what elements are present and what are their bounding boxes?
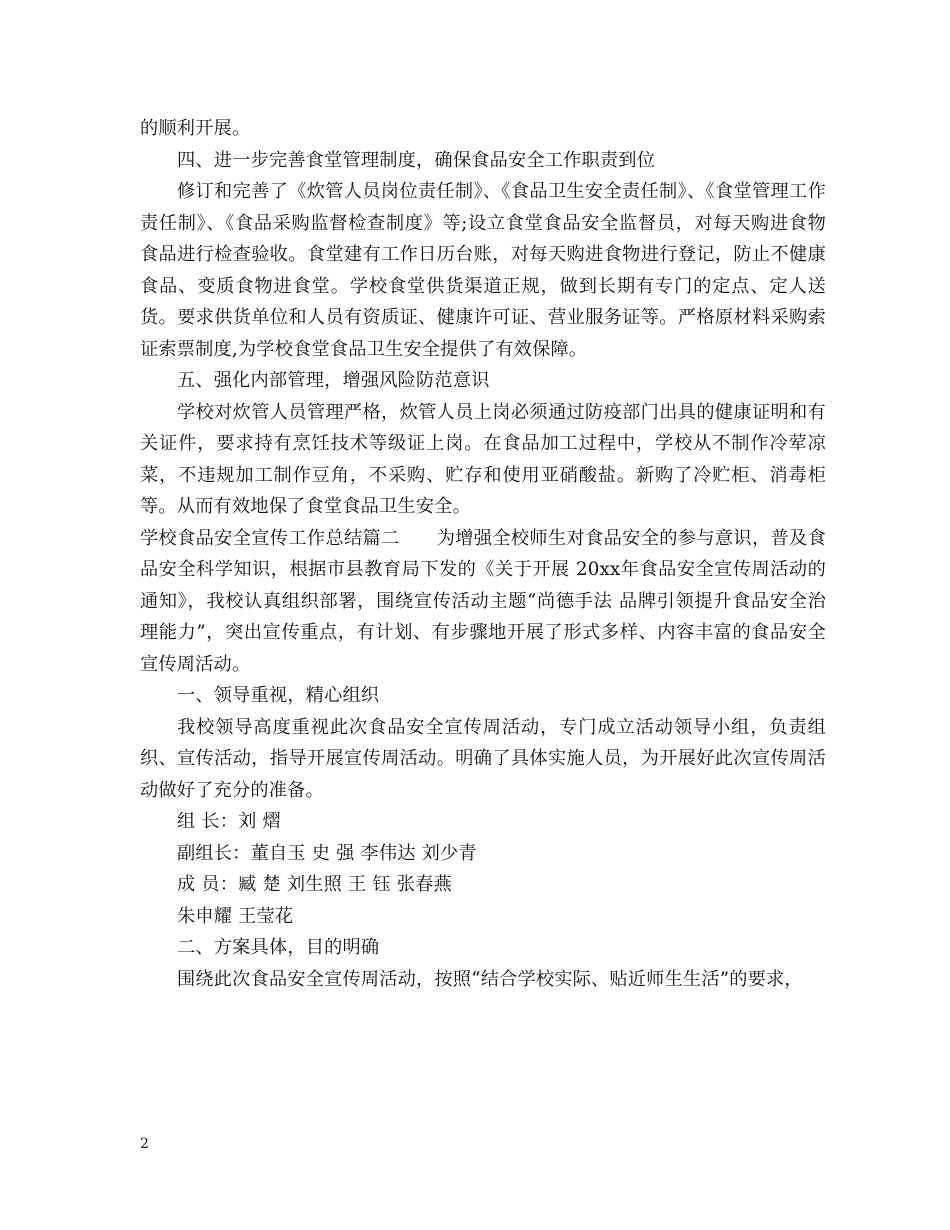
- page-number: 2: [140, 1136, 149, 1152]
- paragraph: 成 员：臧 楚 刘生照 王 钰 张春燕: [177, 874, 452, 895]
- paragraph: 一、领导重视，精心组织: [177, 685, 380, 706]
- paragraph: 组 长：刘 熠: [177, 811, 281, 832]
- paragraph: 围绕此次食品安全宣传周活动，按照“结合学校实际、贴近师生生活”的要求，: [177, 968, 803, 990]
- paragraph: 修订和完善了《炊管人员岗位责任制》、《食品卫生安全责任制》、《食堂管理工作责任制》、《食品采购监督检查制度》等;设立食堂食品安全监督员，对每天购进食物食品进行检查验收。食堂建有工作日历台账，对每天购进食物进行登记，防止不健康食品、变质食物进食堂。学校食堂供货渠道正规，做到长期有专门的定点、定人送货。要求供货单位和人员有资质证、健康许可证、营业服务证等。严格原材料采购索证索票制度,为学校食堂食品卫生安全提供了有效保障。: [140, 181, 826, 360]
- paragraph: 五、强化内部管理，增强风险防范意识: [177, 370, 490, 391]
- paragraph: 二、方案具体，目的明确: [177, 937, 380, 958]
- paragraph: 我校领导高度重视此次食品安全宣传周活动，专门成立活动领导小组，负责组织、宣传活动，指导开展宣传周活动。明确了具体实施人员，为开展好此次宣传周活动做好了充分的准备。: [140, 716, 826, 801]
- paragraph: 副组长：董自玉 史 强 李伟达 刘少青: [177, 842, 477, 864]
- paragraph: 的顺利开展。: [140, 118, 251, 139]
- paragraph: 学校对炊管人员管理严格，炊管人员上岗必须通过防疫部门出具的健康证明和有关证件，要求持有烹饪技术等级证上岗。在食品加工过程中，学校从不制作冷荤凉菜，不违规加工制作豆角，不采购、贮存和使用亚硝酸盐。新购了冷贮柜、消毒柜等。从而有效地保了食堂食品卫生安全。: [140, 401, 826, 517]
- paragraph: 朱申耀 王莹花: [177, 905, 294, 927]
- paragraph: 学校食品安全宣传工作总结篇二 为增强全校师生对食品安全的参与意识，普及食品安全科学知识，根据市县教育局下发的《关于开展 20xx年食品安全宣传周活动的通知》，我校认真组织部署，围绕宣传活动主题“尚德手法 品牌引领提升食品安全治理能力”，突出宣传重点，有计划、有步骤地开展了形式多样、内容丰富的食品安全宣传周活动。: [140, 527, 826, 675]
- paragraph: 四、进一步完善食堂管理制度，确保食品安全工作职责到位: [177, 149, 656, 171]
- document-body: [140, 113, 826, 995]
